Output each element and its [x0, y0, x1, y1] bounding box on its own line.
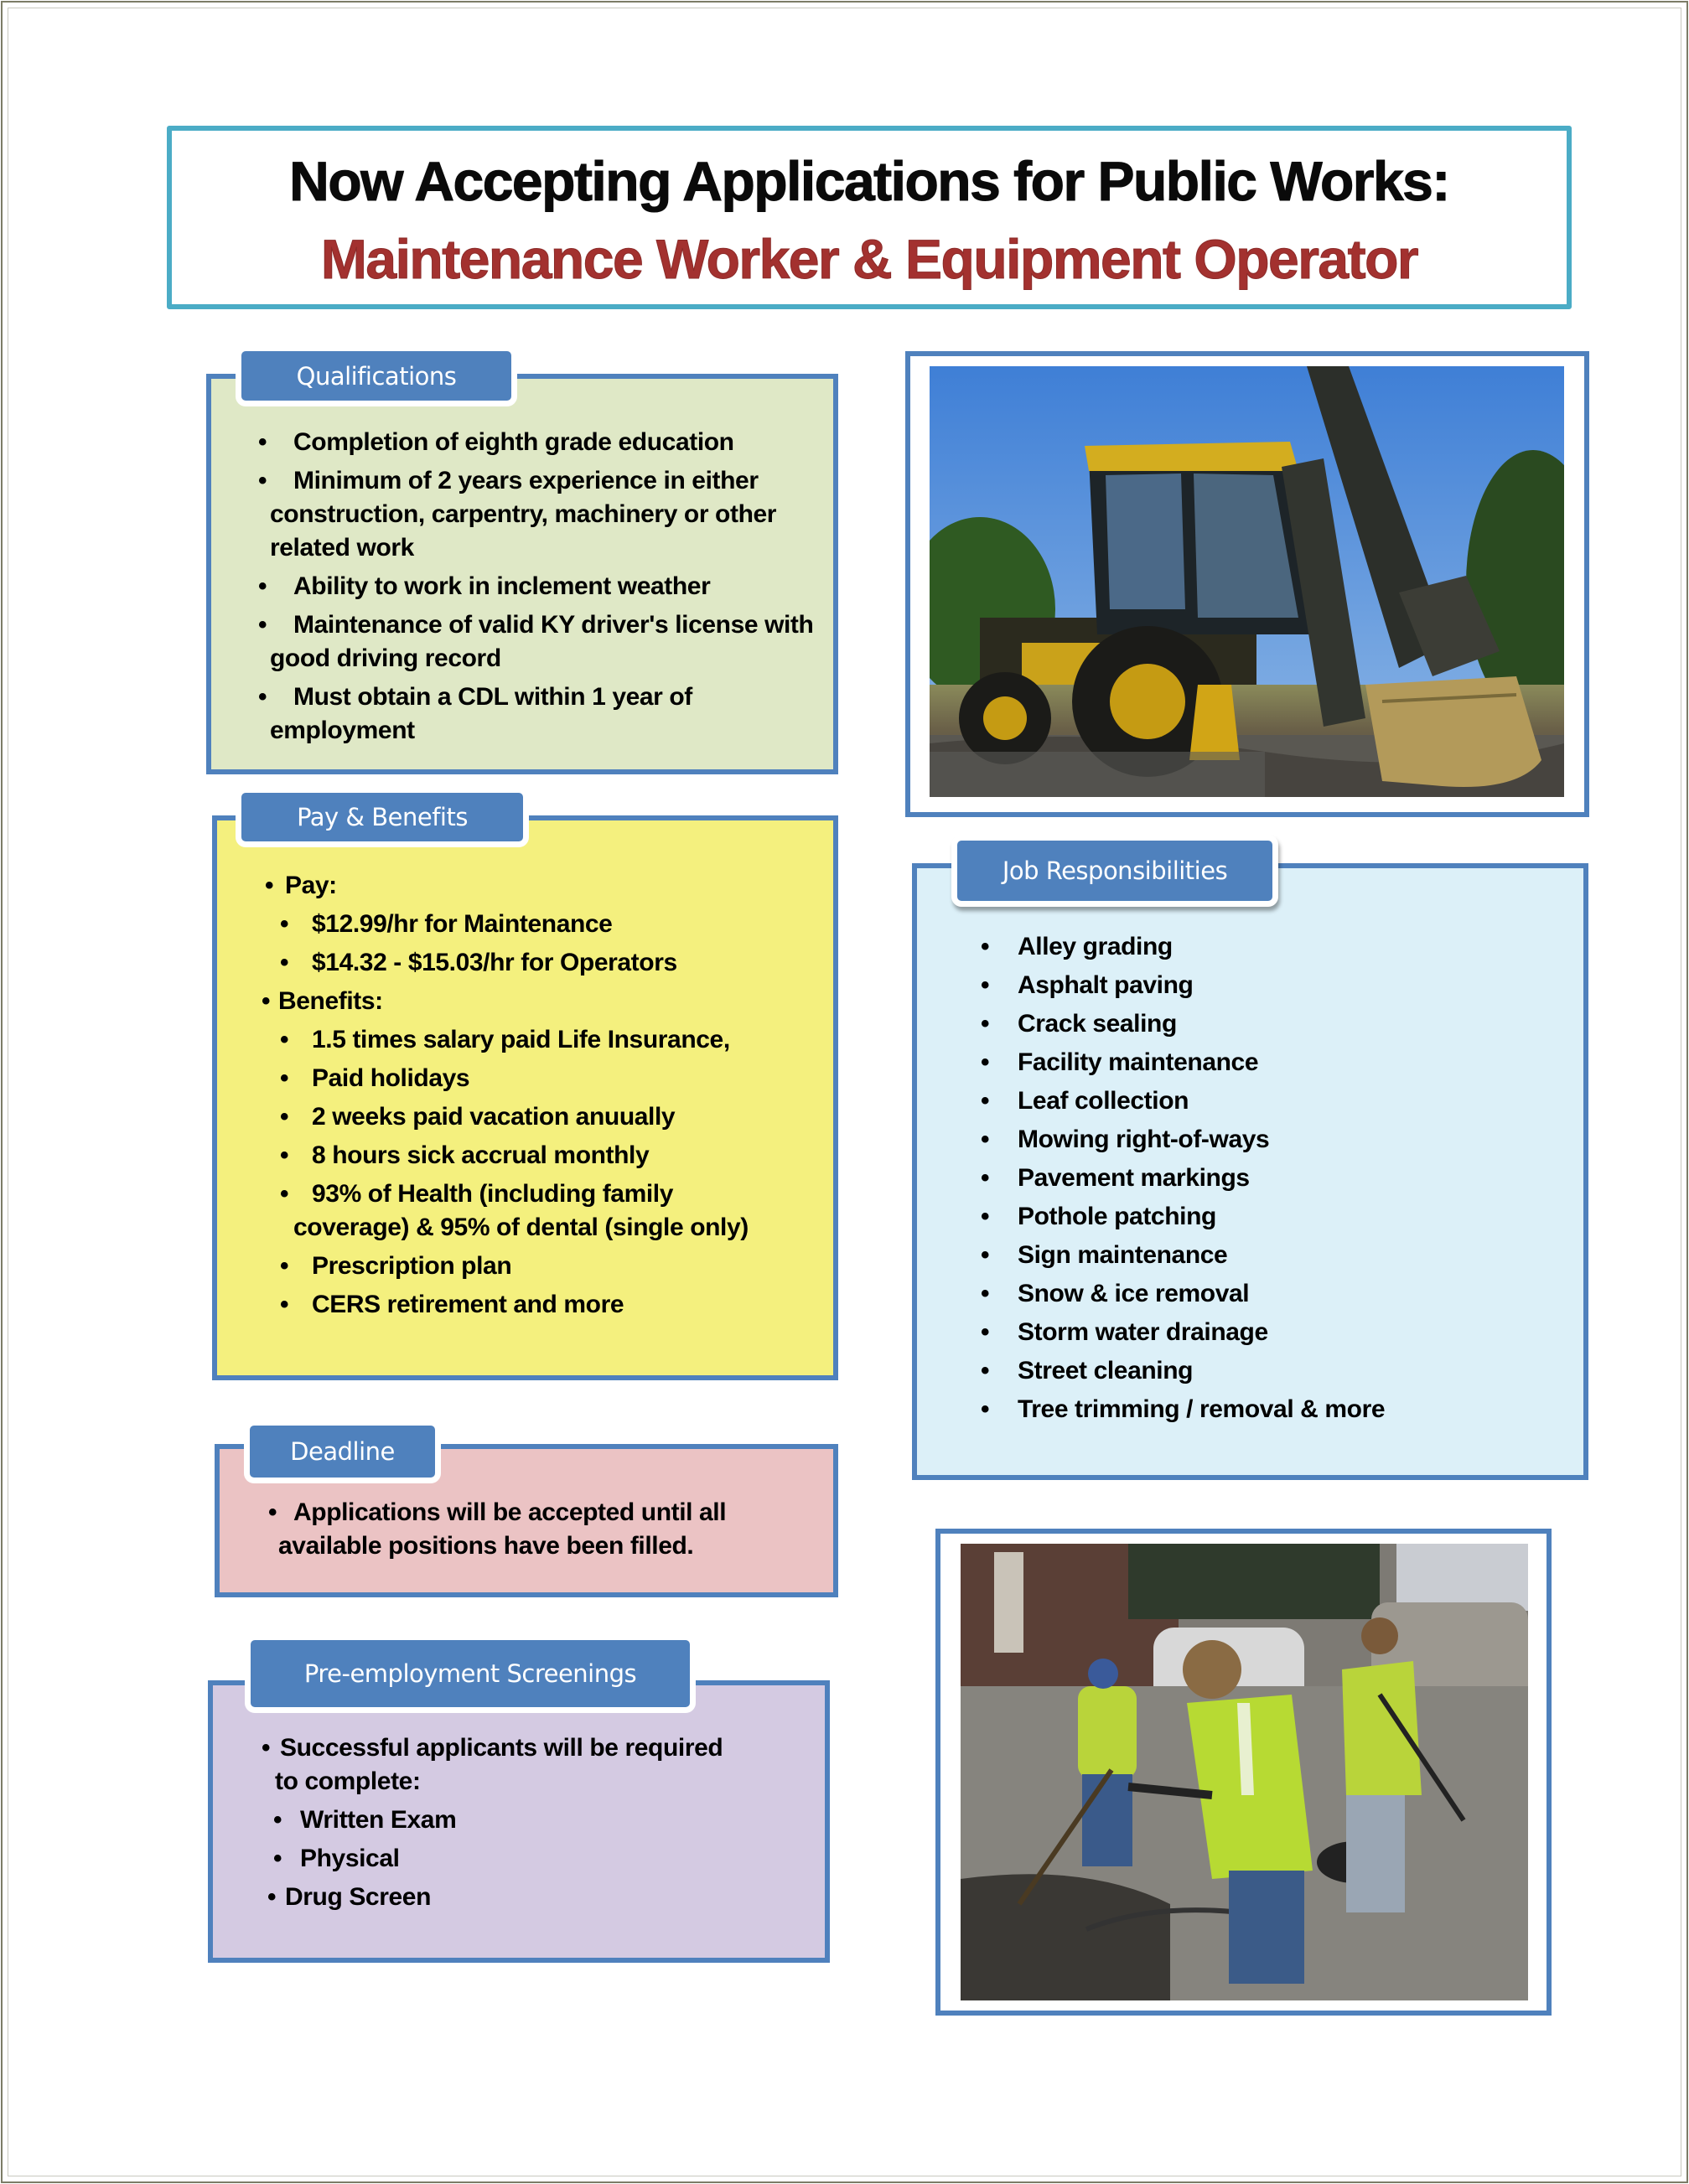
bullet-icon: •	[258, 683, 267, 711]
pay-benefits-heading: Pay & Benefits	[236, 787, 529, 847]
pay-rate: $14.32 - $15.03/hr for Operators	[312, 949, 677, 976]
list-item	[262, 944, 832, 982]
qualification-text: Must obtain a CDL within 1 year of employment	[270, 683, 692, 744]
bullet-icon: •	[981, 971, 990, 999]
list-item	[262, 1804, 815, 1842]
bullet-icon: •	[981, 1164, 990, 1192]
screening-item: Written Exam	[300, 1806, 457, 1834]
bullet-icon: •	[262, 1734, 271, 1762]
responsibility-text: Street cleaning	[1018, 1357, 1194, 1384]
backhoe-photo	[930, 366, 1564, 797]
screenings-list	[262, 1731, 815, 1919]
list-item	[981, 1391, 1551, 1430]
page-subtitle: Maintenance Worker & Equipment Operator	[320, 228, 1418, 290]
backhoe-image	[930, 366, 1564, 797]
list-item	[258, 570, 823, 603]
benefit-text: Prescription plan	[312, 1252, 512, 1280]
benefit-health-line1: 93% of Health (including family	[312, 1180, 673, 1208]
deadline-line1: Applications will be accepted until all	[293, 1498, 727, 1526]
bullet-icon: •	[280, 1064, 289, 1092]
bullet-icon: •	[258, 428, 267, 456]
qualification-text: Maintenance of valid KY driver's license with good driving record	[270, 611, 814, 672]
list-item	[981, 1353, 1551, 1391]
responsibilities-heading: Job Responsibilities	[951, 835, 1278, 907]
responsibility-text: Alley grading	[1018, 933, 1173, 960]
bullet-icon: •	[981, 1087, 990, 1115]
deadline-line2: available positions have been filled.	[278, 1532, 694, 1560]
list-item	[981, 1198, 1551, 1237]
qualification-text: Minimum of 2 years experience in either construction, carpentry, machinery or other related work	[270, 467, 777, 562]
responsibility-text: Asphalt paving	[1018, 971, 1194, 999]
bullet-icon: •	[280, 949, 289, 976]
list-item	[262, 1842, 815, 1881]
responsibility-text: Snow & ice removal	[1018, 1280, 1250, 1307]
bullet-icon: •	[280, 1103, 289, 1131]
bullet-icon: •	[280, 1026, 289, 1053]
benefit-text: 1.5 times salary paid Life Insurance,	[312, 1026, 730, 1053]
bullet-icon: •	[981, 933, 990, 960]
pay-label: Pay:	[285, 872, 337, 899]
list-item	[258, 681, 823, 748]
pay-benefits-list	[262, 867, 832, 1324]
screening-item: Physical	[300, 1845, 400, 1872]
screening-item: Drug Screen	[285, 1883, 431, 1911]
benefits-label: Benefits:	[278, 987, 383, 1015]
list-item	[262, 1286, 832, 1324]
page-title: Now Accepting Applications for Public Works:	[289, 150, 1449, 212]
screenings-intro-text	[275, 1731, 783, 1798]
list-item	[981, 1314, 1551, 1353]
bullet-icon: •	[258, 467, 267, 494]
bullet-icon: •	[981, 1010, 990, 1038]
benefit-text: 8 hours sick accrual monthly	[312, 1141, 650, 1169]
deadline-heading: Deadline	[244, 1420, 441, 1483]
bullet-icon: •	[280, 1180, 289, 1208]
screenings-intro	[262, 1731, 815, 1804]
bullet-icon: •	[258, 572, 267, 600]
responsibility-text: Mowing right-of-ways	[1018, 1126, 1270, 1153]
qualifications-heading: Qualifications	[236, 345, 517, 406]
bullet-icon: •	[981, 1395, 990, 1423]
bullet-icon: •	[267, 1883, 277, 1911]
bullet-icon: •	[262, 987, 271, 1015]
list-item	[981, 929, 1551, 967]
bullet-icon: •	[981, 1048, 990, 1076]
screenings-heading: Pre-employment Screenings	[245, 1634, 696, 1713]
title-box	[167, 126, 1572, 309]
benefit-text	[293, 1177, 848, 1245]
list-item	[262, 1098, 832, 1136]
responsibility-text: Storm water drainage	[1018, 1318, 1268, 1346]
list-item	[262, 1021, 832, 1059]
screenings-intro-line2: to complete:	[275, 1767, 421, 1795]
responsibility-text: Tree trimming / removal & more	[1018, 1395, 1386, 1423]
bullet-icon: •	[268, 1498, 277, 1526]
pay-label-row	[262, 867, 832, 905]
list-item	[981, 967, 1551, 1006]
list-item	[981, 1121, 1551, 1160]
responsibility-text: Leaf collection	[1018, 1087, 1189, 1115]
responsibility-text: Pothole patching	[1018, 1203, 1216, 1230]
bullet-icon: •	[273, 1806, 282, 1834]
workers-image	[961, 1544, 1528, 2000]
deadline-text	[268, 1496, 821, 1563]
benefit-text: Paid holidays	[312, 1064, 470, 1092]
list-item	[981, 1237, 1551, 1276]
list-item	[262, 1136, 832, 1175]
bullet-icon: •	[280, 910, 289, 938]
list-item	[262, 1881, 815, 1919]
list-item	[262, 905, 832, 944]
responsibility-text: Crack sealing	[1018, 1010, 1177, 1038]
list-item	[262, 1175, 832, 1247]
benefit-text: 2 weeks paid vacation anuually	[312, 1103, 676, 1131]
bullet-icon: •	[981, 1280, 990, 1307]
list-item	[258, 608, 823, 675]
responsibility-text: Facility maintenance	[1018, 1048, 1259, 1076]
qualifications-list	[258, 426, 823, 753]
bullet-icon: •	[265, 872, 274, 899]
bullet-icon: •	[981, 1203, 990, 1230]
benefit-text: CERS retirement and more	[312, 1291, 624, 1318]
list-item	[981, 1044, 1551, 1083]
benefits-label-row	[262, 982, 832, 1021]
list-item	[981, 1083, 1551, 1121]
qualification-text: Ability to work in inclement weather	[293, 572, 711, 600]
bullet-icon: •	[981, 1357, 990, 1384]
benefit-health-line2: coverage) & 95% of dental (single only)	[293, 1214, 749, 1241]
bullet-icon: •	[273, 1845, 282, 1872]
bullet-icon: •	[981, 1126, 990, 1153]
bullet-icon: •	[981, 1318, 990, 1346]
bullet-icon: •	[280, 1252, 289, 1280]
list-item	[981, 1276, 1551, 1314]
screenings-intro-line1: Successful applicants will be required	[280, 1734, 723, 1762]
bullet-icon: •	[280, 1291, 289, 1318]
qualification-text: Completion of eighth grade education	[293, 428, 734, 456]
list-item	[981, 1160, 1551, 1198]
list-item	[262, 1059, 832, 1098]
list-item	[258, 426, 823, 459]
list-item	[981, 1006, 1551, 1044]
list-item	[258, 464, 823, 565]
bullet-icon: •	[981, 1241, 990, 1269]
responsibility-text: Pavement markings	[1018, 1164, 1250, 1192]
pay-rate: $12.99/hr for Maintenance	[312, 910, 613, 938]
list-item	[262, 1247, 832, 1286]
responsibility-text: Sign maintenance	[1018, 1241, 1228, 1269]
workers-photo	[961, 1544, 1528, 2000]
bullet-icon: •	[280, 1141, 289, 1169]
bullet-icon: •	[258, 611, 267, 639]
responsibilities-list	[981, 929, 1551, 1430]
